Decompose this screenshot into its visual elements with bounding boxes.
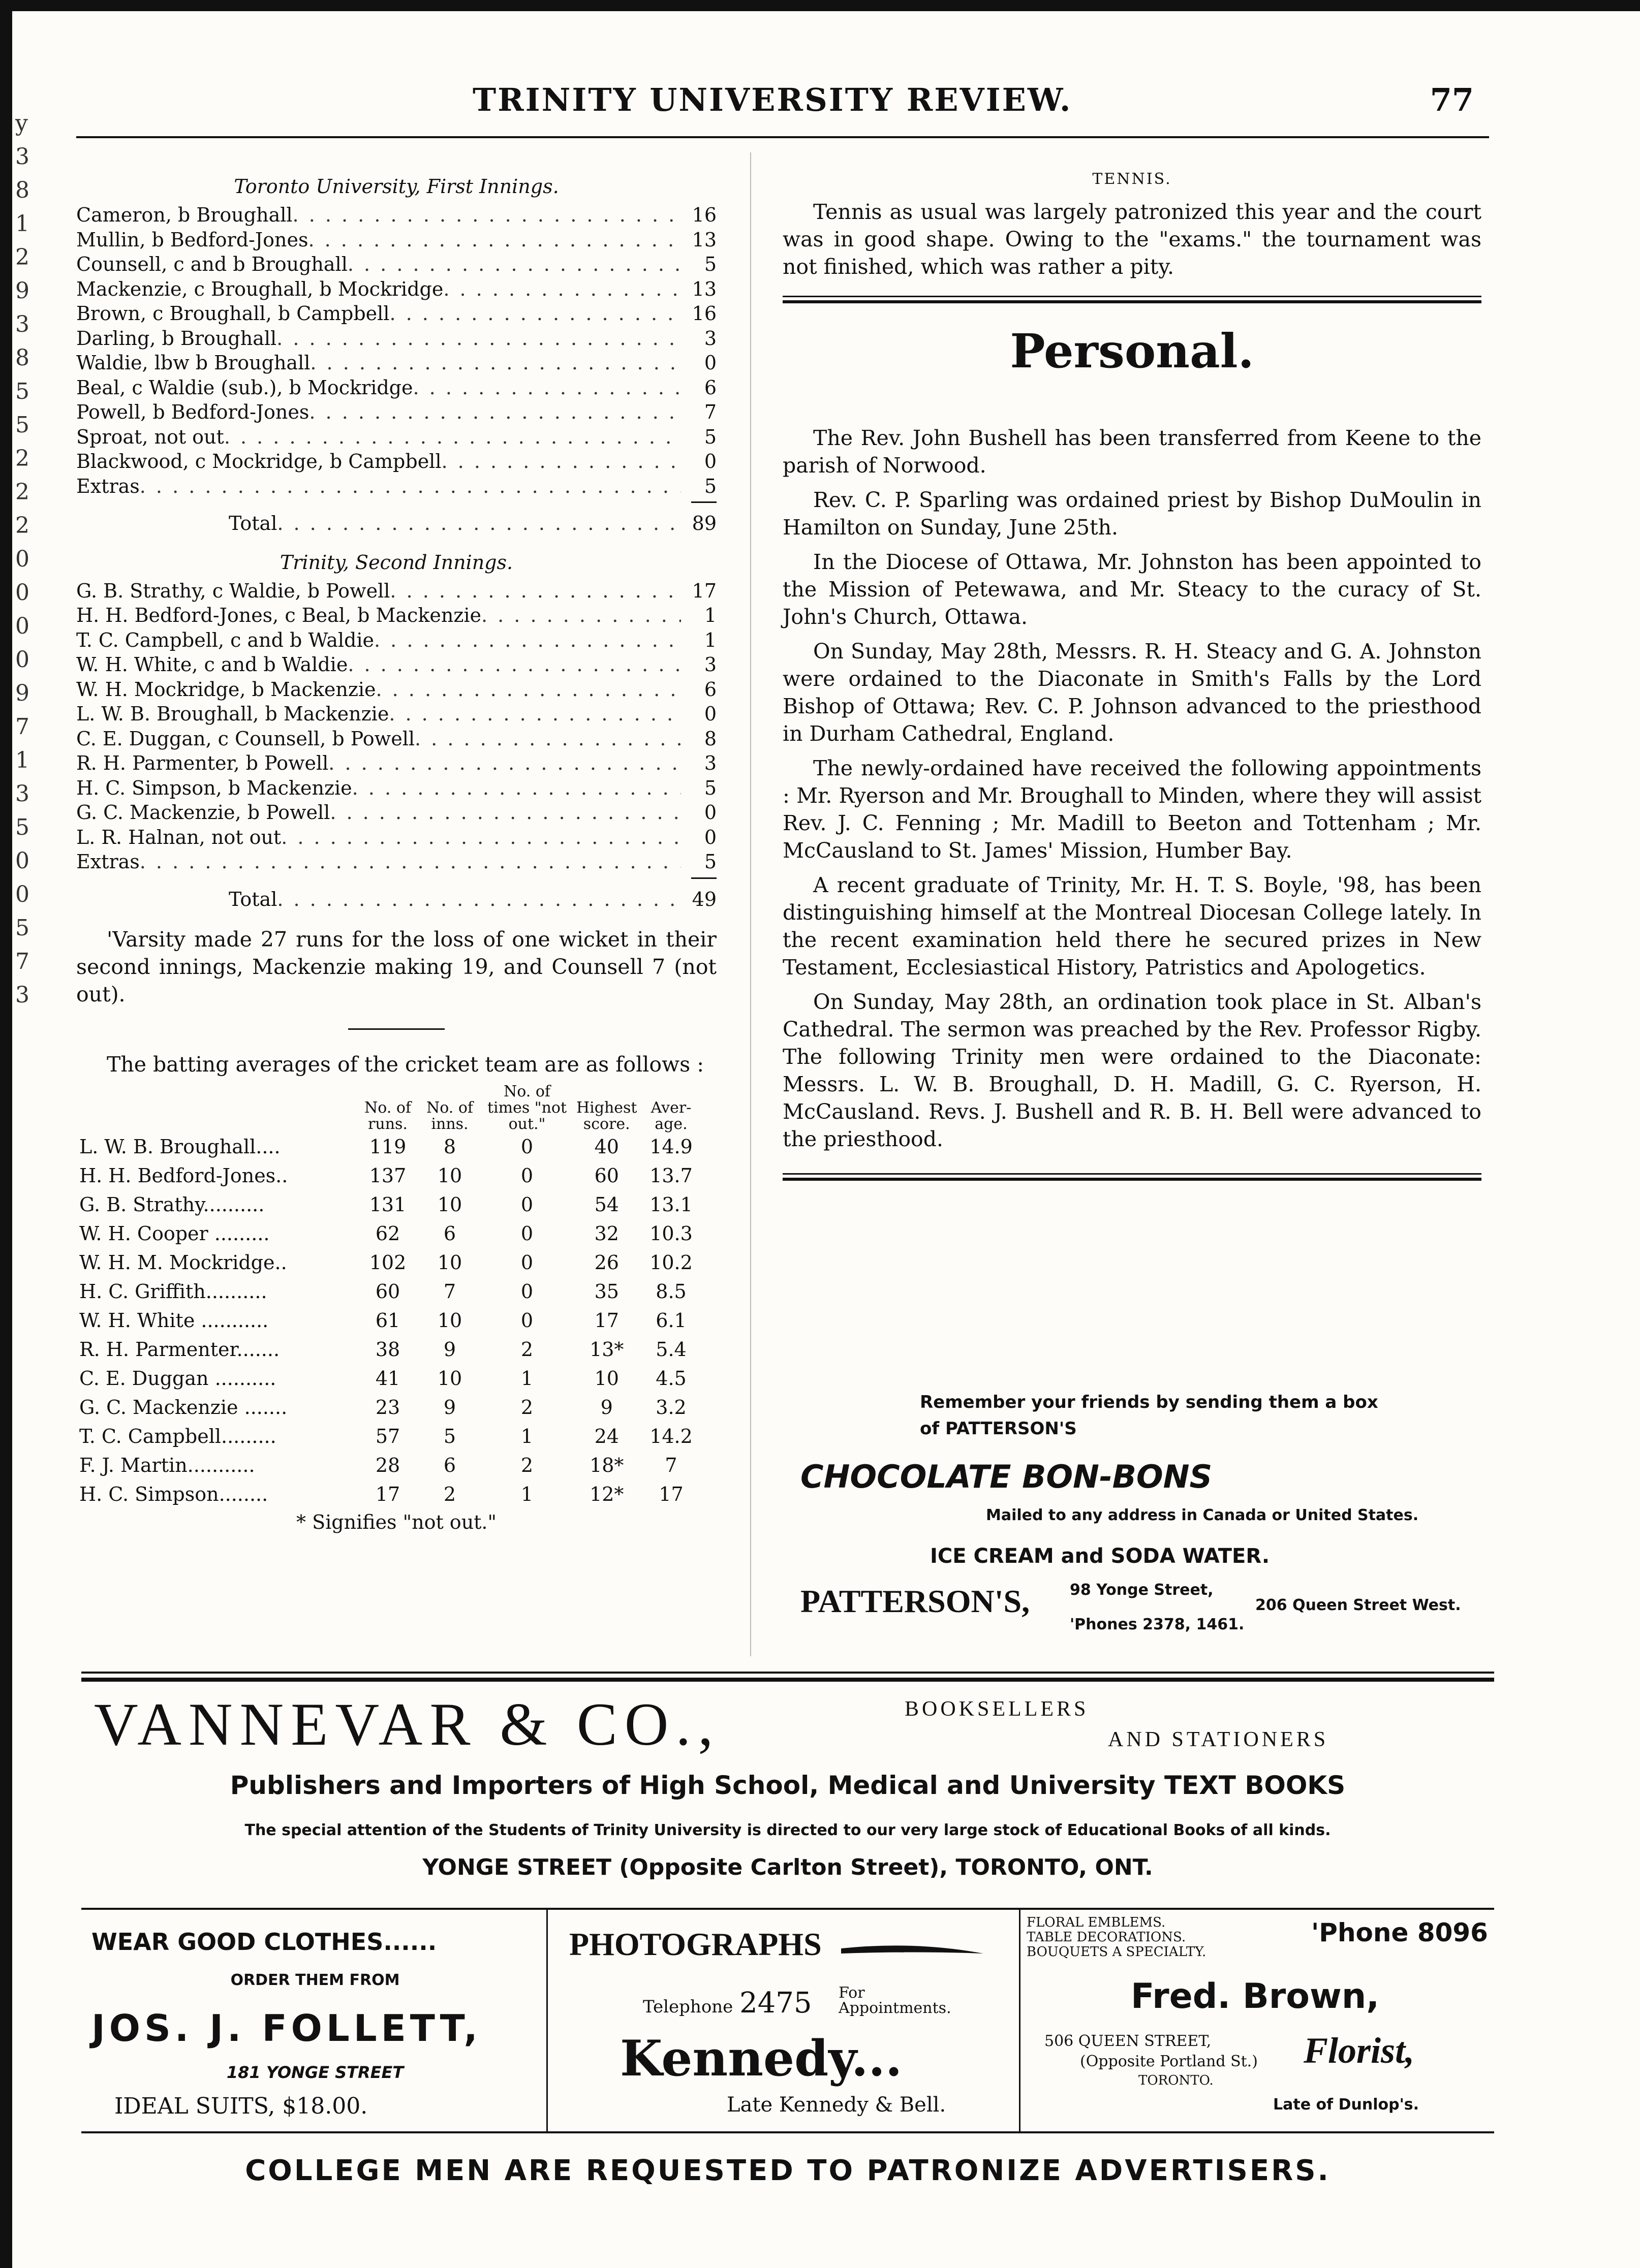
runs: 3 (704, 327, 717, 350)
margin-fragment: 5 (15, 379, 29, 404)
trinity-caption: Trinity, Second Innings. (280, 551, 513, 574)
toronto-score-row (76, 400, 717, 425)
kennedy-ad (554, 1915, 1016, 2129)
margin-fragment: 5 (15, 915, 29, 941)
batsman: L. R. Halnan, not out (76, 826, 282, 848)
runs: 1 (704, 604, 717, 626)
trinity-score-row (76, 628, 717, 653)
left-column (76, 170, 717, 1533)
batsman: Beal, c Waldie (sub.), b Mockridge (76, 376, 413, 399)
stat-cell: 10 (437, 1367, 462, 1390)
stat-cell: 35 (594, 1280, 619, 1303)
personal-note: The Rev. John Bushell has been transferred from Keene to the parish of Norwood. (783, 426, 1481, 478)
stat-cell: 17 (659, 1483, 684, 1505)
vannevar-publishers: Publishers and Importers of High School, Medical and University TEXT BOOKS (230, 1771, 1346, 1800)
varsity-paragraph: 'Varsity made 27 runs for the loss of one wicket in their second innings, Mackenzie making 19, and Counsell 7 (not out). (76, 927, 717, 1006)
stat-cell: 10 (437, 1251, 462, 1274)
margin-fragment: 5 (15, 814, 29, 840)
batsman: R. H. Parmenter, b Powell (76, 752, 329, 774)
patterson-mailed: Mailed to any address in Canada or United States. (986, 1506, 1419, 1524)
player-name: G. C. Mackenzie ....... (79, 1396, 288, 1419)
player-name: H. C. Griffith.......... (79, 1280, 267, 1303)
runs: 6 (704, 678, 717, 701)
trinity-score-list (76, 579, 717, 874)
stat-cell: 2 (443, 1483, 456, 1505)
follett-order: ORDER THEM FROM (230, 1971, 400, 1989)
personal-note: Rev. C. P. Sparling was ordained priest by Bishop DuMoulin in Hamilton on Sunday, June 25th. (783, 488, 1481, 540)
player-name: T. C. Campbell......... (79, 1425, 276, 1447)
runs: 8 (704, 727, 717, 750)
margin-fragment: 9 (15, 680, 29, 706)
trinity-score-row (76, 702, 717, 727)
follett-suits: IDEAL SUITS, $18.00. (114, 2093, 368, 2119)
batsman: Extras (76, 850, 140, 873)
stat-cell: 17 (594, 1309, 619, 1332)
stat-cell: 0 (520, 1309, 534, 1332)
batsman: Cameron, b Broughall (76, 204, 293, 226)
trinity-score-row (76, 751, 717, 776)
margin-fragment: 1 (15, 211, 29, 237)
averages-intro: The batting averages of the cricket team are as follows : (107, 1052, 704, 1077)
margin-fragment: 0 (15, 848, 29, 874)
stat-cell: 2 (520, 1454, 534, 1476)
stat-cell: 13* (590, 1338, 624, 1361)
player-name: F. J. Martin........... (79, 1454, 255, 1476)
personal-heading: Personal. (1010, 324, 1254, 379)
runs: 13 (692, 228, 717, 251)
stat-cell: 26 (594, 1251, 619, 1274)
runs: 0 (704, 801, 717, 824)
personal-note: On Sunday, May 28th, an ordination took place in St. Alban's Cathedral. The sermon was preached by the Rev. Professor Rigby. The following Trinity men were ordained to the Diaconate: Messrs. L. W. B. Broughall, D. H. Madill, G. C. Ryerson, H. McCausland. Revs. J. Bushell and R. B. H. Bell were advanced to the priesthood. (783, 990, 1481, 1151)
stat-cell: 10.2 (649, 1251, 693, 1274)
runs: 5 (704, 475, 717, 497)
batsman: Powell, b Bedford-Jones (76, 401, 310, 423)
toronto-score-row (76, 326, 717, 351)
trinity-score-row (76, 677, 717, 702)
trinity-score-row (76, 800, 717, 825)
stat-cell: 10.3 (649, 1222, 693, 1245)
margin-fragment: 2 (15, 244, 29, 270)
batsman: Brown, c Broughall, b Campbell (76, 302, 390, 325)
stat-cell: 0 (520, 1222, 534, 1245)
player-name: W. H. M. Mockridge.. (79, 1251, 287, 1274)
ads-divider-2 (1019, 1908, 1020, 2131)
batting-averages-table (76, 1084, 702, 1509)
player-name: R. H. Parmenter....... (79, 1338, 280, 1361)
double-rule-2 (783, 1173, 1481, 1181)
averages-row (76, 1248, 702, 1277)
player-name: L. W. B. Broughall.... (79, 1136, 281, 1158)
margin-fragment: 5 (15, 412, 29, 438)
trinity-total: 49 (692, 888, 717, 910)
column-divider (750, 152, 751, 1656)
stat-cell: 7 (665, 1454, 677, 1476)
stat-cell: 6.1 (656, 1309, 687, 1332)
ads-rule-top (81, 1908, 1494, 1910)
trinity-score-row (76, 825, 717, 850)
scan-border-top (0, 0, 1640, 11)
runs: 1 (704, 628, 717, 651)
stat-cell: 119 (369, 1136, 407, 1158)
batsman: G. C. Mackenzie, b Powell (76, 801, 330, 824)
runs: 3 (704, 752, 717, 774)
batsman: Darling, b Broughall (76, 327, 277, 350)
stat-cell: 102 (369, 1251, 407, 1274)
not-out-note: * Signifies "not out." (296, 1511, 497, 1533)
ads-divider-1 (546, 1908, 548, 2131)
margin-fragment: 0 (15, 613, 29, 639)
patterson-addr1: 98 Yonge Street, (1070, 1581, 1214, 1599)
margin-fragment: 3 (15, 144, 29, 170)
toronto-score-row (76, 425, 717, 450)
tennis-paragraph: Tennis as usual was largely patronized this year and the court was in good shape. Owing to the "exams." the tournament was not finished, which was rather a pity. (783, 200, 1481, 279)
player-name: C. E. Duggan .......... (79, 1367, 276, 1390)
brown-name: Fred. Brown, (1131, 1976, 1380, 2017)
stat-cell: 5 (443, 1425, 456, 1447)
follett-name: JOS. J. FOLLETT, (91, 2007, 482, 2050)
vannevar-rule-top-1 (81, 1672, 1494, 1674)
kennedy-telephone-label: Telephone (643, 1997, 733, 2017)
margin-fragment: 0 (15, 881, 29, 907)
toronto-score-row (76, 351, 717, 375)
follett-wear: WEAR GOOD CLOTHES...... (91, 1928, 437, 1956)
margin-fragment: 2 (15, 513, 29, 539)
stat-cell: 28 (375, 1454, 400, 1476)
stat-cell: 5.4 (656, 1338, 687, 1361)
stat-cell: 4.5 (656, 1367, 687, 1390)
trinity-score-row (76, 727, 717, 751)
stat-cell: 131 (369, 1193, 407, 1216)
runs: 7 (704, 401, 717, 423)
margin-fragment: 3 (15, 781, 29, 807)
runs: 0 (704, 826, 717, 848)
stat-cell: 137 (369, 1164, 407, 1187)
brown-addr3: TORONTO. (1138, 2073, 1214, 2088)
stat-cell: 0 (520, 1136, 534, 1158)
toronto-score-row (76, 474, 717, 499)
brown-addr2: (Opposite Portland St.) (1080, 2053, 1258, 2070)
trinity-score-row (76, 603, 717, 628)
trinity-score-row (76, 849, 717, 874)
scan-border-left (0, 0, 12, 2268)
toronto-score-list (76, 203, 717, 498)
brown-addr1: 506 QUEEN STREET, (1044, 2032, 1212, 2050)
stat-cell: 3.2 (656, 1396, 687, 1419)
margin-fragment: 8 (15, 177, 29, 203)
batsman: H. C. Simpson, b Mackenzie (76, 776, 352, 799)
double-rule (783, 296, 1481, 303)
batsman: Counsell, c and b Broughall (76, 253, 348, 275)
toronto-total-row (76, 511, 717, 536)
stat-cell: 13.7 (649, 1164, 693, 1187)
margin-fragment: 1 (15, 747, 29, 773)
stat-cell: 32 (594, 1222, 619, 1245)
toronto-score-row (76, 228, 717, 253)
stat-cell: 57 (375, 1425, 400, 1447)
averages-row (76, 1306, 702, 1335)
batsman: W. H. Mockridge, b Mackenzie (76, 678, 376, 701)
vannevar-booksellers: BOOKSELLERS (905, 1697, 1089, 1721)
stat-cell: 9 (443, 1396, 456, 1419)
stat-cell: 41 (375, 1367, 400, 1390)
kennedy-name: Kennedy... (620, 2030, 903, 2087)
batsman: Mullin, b Bedford-Jones (76, 228, 308, 251)
left-margin-fragments (15, 107, 41, 1012)
batsman: L. W. B. Broughall, b Mackenzie (76, 703, 389, 725)
kennedy-telephone-number: 2475 (739, 1987, 812, 2020)
margin-fragment: 3 (15, 311, 29, 337)
averages-header: No. of inns. (426, 1099, 474, 1133)
stat-cell: 17 (375, 1483, 400, 1505)
averages-row (76, 1393, 702, 1422)
patterson-chocolates: CHOCOLATE BON-BONS (800, 1458, 1213, 1495)
brown-floral2: TABLE DECORATIONS. (1027, 1930, 1186, 1945)
runs: 6 (704, 376, 717, 399)
margin-fragment: 3 (15, 982, 29, 1008)
section-divider (348, 1028, 445, 1030)
averages-row (76, 1190, 702, 1219)
stat-cell: 10 (437, 1193, 462, 1216)
averages-row (76, 1335, 702, 1364)
runs: 16 (692, 204, 717, 226)
personal-note: In the Diocese of Ottawa, Mr. Johnston has been appointed to the Mission of Petewawa, and Mr. Steacy to the curacy of St. John's Church, Ottawa. (783, 550, 1481, 629)
toronto-score-row (76, 449, 717, 474)
stat-cell: 0 (520, 1193, 534, 1216)
toronto-score-row (76, 375, 717, 400)
vannevar-ad (81, 1687, 1494, 1890)
batsman: Extras (76, 475, 140, 497)
patterson-line2: of PATTERSON'S (920, 1419, 1077, 1439)
patterson-ad (793, 1392, 1484, 1631)
brown-phone: 'Phone 8096 (1311, 1918, 1488, 1947)
brown-late: Late of Dunlop's. (1273, 2096, 1419, 2114)
page-number: 77 (1430, 81, 1474, 118)
player-name: H. H. Bedford-Jones.. (79, 1164, 288, 1187)
averages-row (76, 1364, 702, 1393)
toronto-caption: Toronto University, First Innings. (234, 175, 559, 198)
stat-cell: 38 (375, 1338, 400, 1361)
stat-cell: 6 (443, 1222, 456, 1245)
runs: 17 (692, 579, 717, 602)
averages-row (76, 1480, 702, 1509)
averages-header: Highest score. (576, 1099, 637, 1133)
vannevar-address: YONGE STREET (Opposite Carlton Street), TORONTO, ONT. (422, 1854, 1153, 1880)
stat-cell: 14.2 (649, 1425, 693, 1447)
batsman: Waldie, lbw b Broughall (76, 352, 311, 374)
toronto-score-row (76, 277, 717, 302)
stat-cell: 1 (520, 1367, 534, 1390)
batsman: H. H. Bedford-Jones, c Beal, b Mackenzie (76, 604, 481, 626)
patterson-phones: 'Phones 2378, 1461. (1070, 1616, 1245, 1633)
follett-ad (86, 1915, 544, 2129)
averages-header: No. of times "not out." (487, 1083, 567, 1133)
patterson-line1: Remember your friends by sending them a box (920, 1392, 1378, 1412)
batsman: Sproat, not out (76, 425, 224, 448)
stat-cell: 13.1 (649, 1193, 693, 1216)
stat-cell: 6 (443, 1454, 456, 1476)
header-rule (76, 136, 1489, 138)
trinity-score-row (76, 579, 717, 604)
batsman: Blackwood, c Mockridge, b Campbell (76, 450, 442, 472)
stat-cell: 2 (520, 1338, 534, 1361)
vannevar-attention: The special attention of the Students of Trinity University is directed to our very large stock of Educational Books of all kinds. (244, 1821, 1331, 1839)
batsman: G. B. Strathy, c Waldie, b Powell (76, 579, 390, 602)
runs: 16 (692, 302, 717, 325)
batsman: W. H. White, c and b Waldie (76, 653, 348, 676)
stat-cell: 9 (600, 1396, 613, 1419)
runs: 0 (704, 352, 717, 374)
runs: 3 (704, 653, 717, 676)
runs: 5 (704, 253, 717, 275)
margin-fragment: 0 (15, 546, 29, 572)
player-name: H. C. Simpson........ (79, 1483, 268, 1505)
personal-note: The newly-ordained have received the following appointments : Mr. Ryerson and Mr. Broughall to Minden, where they will assist Rev. J. C. Fenning ; Mr. Madill to Beeton and Tottenham ; Mr. McCausland to St. James' Mission, Humber Bay. (783, 756, 1481, 863)
averages-row (76, 1161, 702, 1190)
toronto-score-row (76, 301, 717, 326)
kennedy-photographs: PHOTOGRAPHS (569, 1926, 822, 1962)
patterson-ice-cream: ICE CREAM and SODA WATER. (930, 1545, 1270, 1568)
runs: 5 (704, 776, 717, 799)
toronto-score-row (76, 203, 717, 228)
stat-cell: 54 (594, 1193, 619, 1216)
vannevar-rule-top-2 (81, 1678, 1494, 1682)
toronto-total-label: Total (229, 512, 277, 534)
swash-ornament (839, 1931, 986, 1966)
stat-cell: 14.9 (649, 1136, 693, 1158)
stat-cell: 8 (443, 1136, 456, 1158)
stat-cell: 10 (437, 1309, 462, 1332)
kennedy-appointments: Appointments. (839, 1999, 951, 2017)
stat-cell: 2 (520, 1396, 534, 1419)
averages-row (76, 1422, 702, 1451)
vannevar-stationers: AND STATIONERS (1108, 1728, 1329, 1751)
averages-row (76, 1451, 702, 1480)
stat-cell: 61 (375, 1309, 400, 1332)
personal-note: On Sunday, May 28th, Messrs. R. H. Steacy and G. A. Johnston were ordained to the Diaconate in Smith's Falls by the Lord Bishop of Ottawa; Rev. C. P. Johnson advanced to the priesthood in Durham Cathedral, England. (783, 639, 1481, 746)
runs: 13 (692, 277, 717, 300)
margin-fragment: 9 (15, 278, 29, 304)
trinity-score-row (76, 776, 717, 801)
batsman: Mackenzie, c Broughall, b Mockridge (76, 277, 444, 300)
personal-note: A recent graduate of Trinity, Mr. H. T. S. Boyle, '98, has been distinguishing himself at the Montreal Diocesan College lately. In the recent examination held there he secured prizes in New Testament, Ecclesiastical History, Patristics and Apologetics. (783, 873, 1481, 980)
stat-cell: 24 (594, 1425, 619, 1447)
averages-header: Aver- age. (651, 1099, 692, 1133)
margin-fragment: 2 (15, 446, 29, 471)
trinity-total-row (76, 887, 717, 912)
trinity-sum-rule (691, 877, 717, 879)
brown-floral1: FLORAL EMBLEMS. (1027, 1915, 1166, 1930)
margin-fragment: 8 (15, 345, 29, 371)
brown-florist: Florist, (1304, 2030, 1415, 2071)
player-name: G. B. Strathy.......... (79, 1193, 265, 1216)
trinity-score-row (76, 652, 717, 677)
patterson-name: PATTERSON'S, (800, 1583, 1030, 1619)
toronto-total: 89 (692, 512, 717, 534)
batsman: T. C. Campbell, c and b Waldie (76, 628, 374, 651)
brown-floral3: BOUQUETS A SPECIALTY. (1027, 1944, 1206, 1960)
personal-notes (783, 424, 1481, 1153)
batsman: C. E. Duggan, c Counsell, b Powell (76, 727, 415, 750)
stat-cell: 0 (520, 1164, 534, 1187)
stat-cell: 62 (375, 1222, 400, 1245)
stat-cell: 0 (520, 1280, 534, 1303)
stat-cell: 1 (520, 1483, 534, 1505)
stat-cell: 1 (520, 1425, 534, 1447)
page-header (81, 76, 1494, 117)
stat-cell: 10 (437, 1164, 462, 1187)
stat-cell: 10 (594, 1367, 619, 1390)
stat-cell: 9 (443, 1338, 456, 1361)
margin-fragment: y (15, 110, 28, 136)
vannevar-name: VANNEVAR & CO., (94, 1690, 721, 1758)
follett-street: 181 YONGE STREET (226, 2063, 404, 2082)
stat-cell: 23 (375, 1396, 400, 1419)
runs: 5 (704, 425, 717, 448)
margin-fragment: 7 (15, 714, 29, 740)
runs: 5 (704, 850, 717, 873)
player-name: W. H. Cooper ......... (79, 1222, 270, 1245)
margin-fragment: 2 (15, 479, 29, 505)
averages-row (76, 1219, 702, 1248)
stat-cell: 60 (594, 1164, 619, 1187)
runs: 0 (704, 450, 717, 472)
averages-row (76, 1277, 702, 1306)
runs: 0 (704, 703, 717, 725)
footer-notice: COLLEGE MEN ARE REQUESTED TO PATRONIZE ADVERTISERS. (245, 2154, 1330, 2187)
trinity-total-label: Total (229, 888, 277, 910)
toronto-score-row (76, 252, 717, 277)
stat-cell: 0 (520, 1251, 534, 1274)
stat-cell: 8.5 (656, 1280, 687, 1303)
tennis-heading: TENNIS. (1092, 170, 1172, 188)
player-name: W. H. White ........... (79, 1309, 269, 1332)
kennedy-for: For (839, 1984, 865, 2002)
patterson-addr2: 206 Queen Street West. (1255, 1596, 1461, 1614)
toronto-sum-rule (691, 501, 717, 503)
stat-cell: 18* (590, 1454, 624, 1476)
margin-fragment: 7 (15, 949, 29, 974)
right-column (783, 170, 1481, 1181)
stat-cell: 40 (594, 1136, 619, 1158)
margin-fragment: 0 (15, 647, 29, 673)
brown-ad (1024, 1915, 1497, 2129)
stat-cell: 60 (375, 1280, 400, 1303)
kennedy-late: Late Kennedy & Bell. (727, 2093, 946, 2117)
footer-rule (81, 2131, 1494, 2133)
averages-row (76, 1132, 702, 1161)
stat-cell: 7 (443, 1280, 456, 1303)
margin-fragment: 0 (15, 580, 29, 606)
averages-header: No. of runs. (364, 1099, 412, 1133)
stat-cell: 12* (590, 1483, 624, 1505)
page-title: TRINITY UNIVERSITY REVIEW. (473, 81, 1072, 118)
